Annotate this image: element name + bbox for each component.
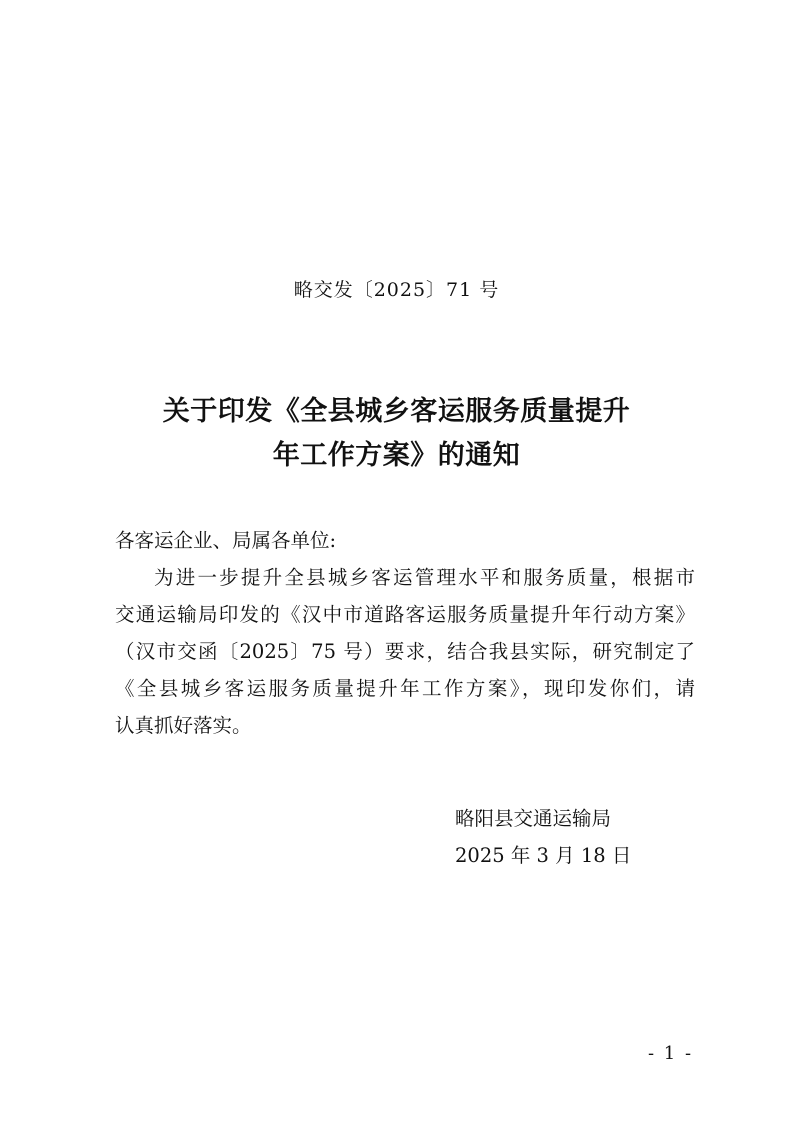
title-line: 关于印发《全县城乡客运服务质量提升: [162, 396, 631, 427]
addressee: 各客运企业、局属各单位:: [115, 529, 337, 552]
document-title: [0, 390, 793, 478]
issuer-name: 略阳县交通运输局: [455, 807, 612, 830]
body-line: 交通运输局印发的《汉中市道路客运服务质量提升年行动方案》: [115, 603, 695, 626]
body-line: （汉市交函〔2025〕75 号）要求，结合我县实际，研究制定了: [115, 640, 695, 663]
title-line: 年工作方案》的通知: [272, 440, 521, 471]
document-number: 略交发〔2025〕71 号: [293, 279, 500, 301]
body-paragraph: [115, 559, 695, 744]
body-line: 认真抓好落实。: [115, 714, 252, 737]
body-line: 《全县城乡客运服务质量提升年工作方案》，现印发你们，请: [115, 677, 695, 700]
body-line: 为进一步提升全县城乡客运管理水平和服务质量，根据市: [154, 566, 695, 589]
page-number: - 1 -: [648, 1043, 694, 1064]
signature-block: [455, 800, 631, 874]
document-body: [115, 522, 695, 744]
issue-date: 2025 年 3 月 18 日: [455, 844, 632, 867]
